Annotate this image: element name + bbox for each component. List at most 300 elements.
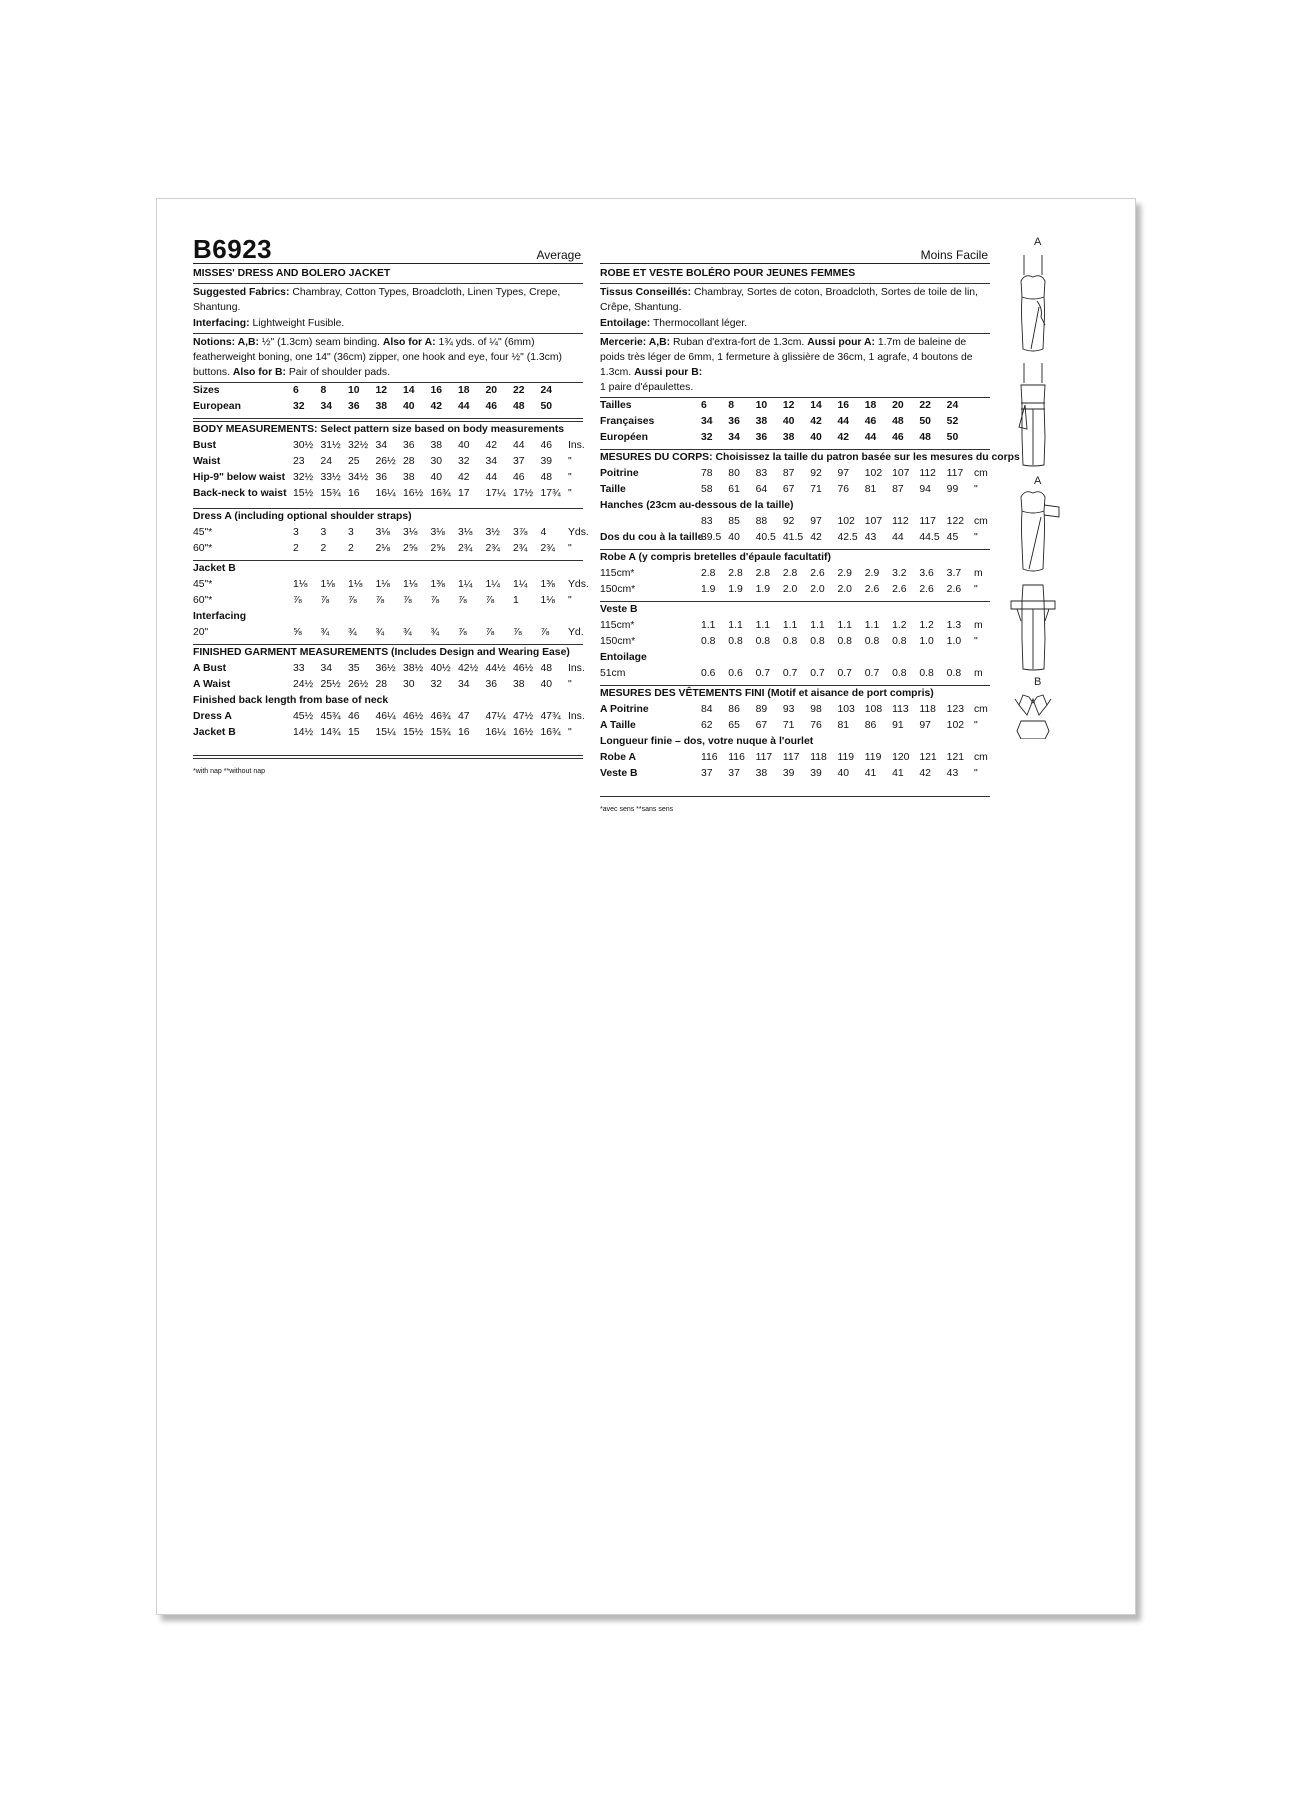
table-cell: 38 [430,440,443,451]
pattern-sheet [156,198,1136,1615]
table-cell: 20 [892,400,904,411]
table-cell: 2.9 [864,568,880,579]
table-cell: 119 [864,752,882,763]
garment-sketches [1007,199,1127,739]
table-cell: 1.1 [728,620,743,631]
table-cell: 46¾ [430,711,451,722]
table-cell: 16½ [513,727,534,738]
table-cell: 22 [513,385,525,396]
table-cell: 2⅝ [403,543,418,554]
table-cell: ⅞ [403,595,412,606]
row-label: Robe A [600,752,636,763]
table-cell: 15¾ [430,727,451,738]
table-cell: 117 [782,752,800,763]
fabrics-line-fr [600,285,990,315]
table-cell: 37 [701,768,713,779]
row-label: European [193,401,241,412]
interfacing-yardage-table-fr [600,666,990,682]
table-row [600,618,990,634]
table-cell: 87 [782,468,795,479]
table-cell: ⅞ [320,595,330,606]
fabrics-line [193,285,583,315]
table-cell: 47¾ [540,711,561,722]
table-cell: ⅞ [458,627,467,638]
table-cell: 14½ [293,727,314,738]
table-row [600,634,990,650]
table-cell: 0.8 [946,668,962,679]
table-cell: 42 [919,768,931,779]
notions-also-b: Also for B: [232,367,286,378]
table-cell: 38 [755,768,768,779]
table-row [600,430,990,446]
interfacing-text: Lightweight Fusible. [252,318,345,329]
unit-label: " [973,484,978,495]
dress-a-front-sketch [1021,255,1045,351]
table-cell: 2 [293,543,299,554]
table-row [193,625,583,641]
row-label: A Taille [600,720,636,731]
table-cell: ¾ [375,627,385,638]
table-cell: ⅞ [540,627,550,638]
table-cell: 46¼ [375,711,396,722]
table-cell: 31½ [320,440,341,451]
table-cell: 44 [513,440,525,451]
table-row [193,593,583,609]
table-cell: 81 [837,720,850,731]
jacket-b-heading-fr: Veste B [600,604,638,615]
table-cell: 71 [782,720,795,731]
pattern-code: B6923 [193,234,273,264]
table-row [600,750,990,766]
table-cell: 34 [458,679,470,690]
table-cell: 1⅛ [403,579,418,590]
table-cell: 88 [755,516,768,527]
table-cell: 81 [864,484,877,495]
table-cell: 98 [810,704,822,715]
unit-label: Yd. [568,627,584,638]
table-cell: 28 [375,679,388,690]
table-cell: 117 [919,516,936,527]
divider [193,755,583,756]
table-row [193,709,583,725]
table-cell: 32 [430,679,443,690]
row-label: Tailles [600,400,632,411]
finished-length-heading-fr: Longueur finie – dos, votre nuque à l'ourlet [600,736,814,747]
table-cell: 25½ [320,679,341,690]
table-cell: 24½ [293,679,314,690]
table-cell: 102 [864,468,883,479]
table-cell: 1¼ [485,579,500,590]
table-cell: 1.0 [946,636,962,647]
jacket-b-yardage-table-fr [600,618,990,650]
table-cell: 3.6 [919,568,934,579]
table-cell: 94 [919,484,931,495]
table-cell: 15¾ [320,488,341,499]
table-cell: 18 [458,385,470,396]
unit-label: " [568,595,572,606]
figure-label-a-secondary: A [1034,475,1042,487]
table-row [600,466,990,482]
table-cell: 6 [701,400,707,411]
table-cell: ¾ [320,627,330,638]
table-cell: 38 [375,401,388,412]
notions-also-a-fr: Aussi pour A: [807,337,875,348]
difficulty-level: Average [536,248,581,262]
table-row [600,702,990,718]
notions-text-a: 1¾ yds. of ¼" (6mm) featherweight boning, one 14" (36cm) zipper, one hook and eye, four ½" (1.3cm) buttons. [193,337,562,378]
table-cell: 23 [293,456,305,467]
table-cell: 87 [892,484,904,495]
table-cell: 102 [837,516,855,527]
table-cell: 36½ [375,663,396,674]
table-cell: 38 [513,679,525,690]
table-cell: 1⅛ [320,579,335,590]
table-cell: 91 [892,720,904,731]
fabrics-label-fr: Tissus Conseillés: [600,287,692,298]
table-row [193,383,583,399]
table-cell: 46 [864,416,877,427]
table-cell: 3.2 [892,568,907,579]
sizes-table-fr [600,398,990,446]
table-cell: 1⅛ [540,595,555,606]
table-cell: 32½ [293,472,314,483]
table-cell: ⅞ [293,595,302,606]
finished-measurements-heading: FINISHED GARMENT MEASUREMENTS (Includes Design and Wearing Ease) [193,647,570,658]
table-cell: 117 [755,752,773,763]
table-cell: 1.2 [919,620,934,631]
dress-a-yardage-table [193,525,589,557]
notions-text: ½" (1.3cm) seam binding. [261,337,380,348]
table-cell: 0.7 [782,668,798,679]
table-cell: 41 [892,768,904,779]
table-cell: 62 [701,720,713,731]
table-cell: 48 [540,472,553,483]
table-cell: 46 [348,711,360,722]
table-cell: 1⅛ [375,579,390,590]
pattern-title-fr: ROBE ET VESTE BOLÉRO POUR JEUNES FEMMES [600,268,856,279]
table-cell: ⅞ [513,627,522,638]
table-cell: 17¾ [540,488,561,499]
table-cell: 1.1 [864,620,880,631]
row-label: Waist [193,456,221,467]
table-cell: ⅞ [430,595,440,606]
table-cell: 12 [375,385,388,396]
table-cell: 43 [946,768,959,779]
dress-a-heading: Dress A (including optional shoulder straps) [193,511,412,522]
sizes-table [193,383,583,415]
table-cell: 16¾ [540,727,561,738]
table-cell: 92 [810,468,822,479]
table-cell: 6 [293,385,299,396]
table-cell: 14 [403,385,415,396]
table-cell: 3⅛ [458,527,473,538]
table-cell: ⅝ [293,627,302,638]
notions-text-fr: Ruban d'extra-fort de 1.3cm. [672,337,805,348]
table-cell: 39 [782,768,795,779]
difficulty-level-fr: Moins Facile [920,248,988,262]
row-label: Dos du cou à la taille [600,532,704,543]
table-cell: 14¾ [320,727,341,738]
table-cell: 46½ [403,711,424,722]
table-cell: 33 [293,663,305,674]
table-cell: 20 [485,385,498,396]
row-label: Françaises [600,416,655,427]
unit-label: " [568,472,572,483]
table-cell: 2.8 [701,568,716,579]
table-cell: 1.9 [728,584,743,595]
table-cell: 34 [375,440,388,451]
table-cell: 44 [892,532,904,543]
table-cell: 52 [946,416,959,427]
divider [600,333,990,334]
table-row [193,454,583,470]
finished-measurements-table-fr [600,702,990,734]
table-cell: 44 [458,401,470,412]
table-cell: 38 [782,432,795,443]
table-cell: 2.0 [810,584,825,595]
table-cell: 2.6 [810,568,825,579]
table-cell: 41 [864,768,877,779]
table-cell: 16¼ [375,488,396,499]
row-label: 60"* [193,595,213,606]
table-cell: 1.1 [701,620,716,631]
table-cell: 40 [540,679,553,690]
table-cell: 28 [403,456,415,467]
table-cell: 99 [946,484,959,495]
table-cell: 108 [864,704,883,715]
table-cell: 0.8 [728,636,743,647]
table-row [600,414,990,430]
table-row [193,486,583,502]
notions-text-b-fr: 1 paire d'épaulettes. [600,382,694,393]
table-cell: 2.6 [919,584,934,595]
interfacing-line-fr [600,316,990,331]
interfacing-heading: Interfacing [193,611,247,622]
table-cell: 1⅜ [540,579,555,590]
row-label: Poitrine [600,468,639,479]
table-row [600,398,990,414]
unit-label: cm [973,468,988,479]
interfacing-label: Interfacing: [193,318,250,329]
body-measurements-table [193,438,583,502]
table-cell: 1.1 [810,620,825,631]
table-cell: 38½ [403,663,424,674]
table-cell: 122 [946,516,965,527]
table-cell: 16½ [403,488,424,499]
body-measurements-heading: BODY MEASUREMENTS: Select pattern size based on body measurements [193,424,565,435]
notions-paragraph [193,335,583,380]
table-cell: 97 [810,516,822,527]
unit-label: " [973,584,978,595]
table-cell: 37 [728,768,740,779]
table-cell: 36 [728,416,740,427]
table-cell: 39 [810,768,822,779]
table-cell: 3 [320,527,327,538]
table-row [600,718,990,734]
table-cell: ¾ [403,627,412,638]
table-cell: 39.5 [701,532,722,543]
table-cell: 16 [837,400,850,411]
table-cell: 46½ [513,663,534,674]
table-cell: 46 [892,432,904,443]
table-cell: 40 [728,532,740,543]
table-cell: 2.6 [946,584,962,595]
table-cell: 0.7 [837,668,852,679]
table-cell: 117 [946,468,964,479]
table-cell: 14 [810,400,822,411]
dress-a-strapless-back-sketch [1011,585,1055,670]
table-cell: 2 [320,543,327,554]
row-label: Bust [193,440,217,451]
table-cell: 8 [320,385,327,396]
table-cell: 42 [430,401,443,412]
table-row [600,566,990,582]
table-cell: 36 [375,472,388,483]
divider [193,333,583,334]
table-cell: 36 [755,432,768,443]
table-cell: 0.7 [864,668,880,679]
jacket-b-yardage-table [193,577,589,609]
table-cell: 3⅛ [430,527,445,538]
jacket-b-heading: Jacket B [193,563,236,574]
table-cell: 1.1 [782,620,798,631]
table-cell: 0.7 [755,668,771,679]
table-cell: 83 [701,516,713,527]
table-cell: 4 [540,527,547,538]
unit-label: " [973,636,978,647]
table-cell: 121 [919,752,937,763]
table-cell: 16 [458,727,470,738]
table-row [193,470,583,486]
table-cell: 0.6 [728,668,743,679]
dress-a-strapless-sketch [1021,492,1059,571]
table-cell: 118 [919,704,936,715]
table-cell: 1.9 [755,584,771,595]
interfacing-text-fr: Thermocollant léger. [652,318,748,329]
table-cell: 17 [458,488,470,499]
table-cell: 0.8 [810,636,825,647]
table-cell: ⅞ [375,595,385,606]
table-cell: ¾ [348,627,357,638]
table-cell: 17¼ [485,488,506,499]
body-measurements-heading-fr: MESURES DU CORPS: Choisissez la taille du patron basée sur les mesures du corps [600,452,1020,463]
fabrics-text-fr: Chambray, Sortes de coton, Broadcloth, Sortes de toile de lin, Crêpe, Shantung. [600,287,978,313]
table-row [193,541,583,557]
table-cell: 3⅞ [513,527,528,538]
table-cell: 3 [348,527,354,538]
table-cell: 1.1 [755,620,771,631]
unit-label: Yds. [568,527,589,538]
body-measurements-table-fr [600,466,990,498]
table-cell: 0.8 [837,636,852,647]
table-cell: 107 [864,516,883,527]
table-cell: 42.5 [837,532,858,543]
unit-label: m [973,620,983,631]
table-cell: 97 [837,468,850,479]
table-cell: 65 [728,720,740,731]
table-cell: 2¾ [513,543,528,554]
table-cell: 121 [946,752,965,763]
table-cell: 50 [540,401,553,412]
table-cell: 113 [892,704,909,715]
table-cell: 44.5 [919,532,940,543]
row-label: 60"* [193,543,213,554]
row-label: Jacket B [193,727,236,738]
table-row [600,514,990,530]
french-column [600,235,1020,817]
unit-label: cm [973,516,988,527]
table-cell: 1.1 [837,620,852,631]
header [193,235,583,264]
unit-label: Ins. [568,711,585,722]
table-cell: 32 [458,456,470,467]
table-cell: 0.8 [755,636,771,647]
table-cell: 45 [946,532,959,543]
table-cell: ⅞ [348,595,357,606]
table-cell: 3 [293,527,299,538]
table-cell: 37 [513,456,525,467]
table-cell: 26½ [375,456,396,467]
table-cell: 48 [919,432,931,443]
table-cell: 103 [837,704,855,715]
figure-label-a: A [1034,236,1042,248]
table-cell: 64 [755,484,768,495]
table-cell: 107 [892,468,910,479]
table-cell: 22 [919,400,931,411]
table-cell: 40 [458,440,470,451]
table-row [193,438,583,454]
table-cell: 48 [892,416,904,427]
table-cell: 3.7 [946,568,962,579]
table-cell: 0.7 [810,668,825,679]
divider [193,283,583,284]
table-cell: 42 [810,416,822,427]
unit-label: m [973,568,983,579]
fabrics-text: Chambray, Cotton Types, Broadcloth, Linen Types, Crepe, Shantung. [193,287,561,313]
table-cell: 35 [348,663,360,674]
table-cell: 48 [540,663,553,674]
unit-label: cm [973,752,988,763]
row-label: 45"* [193,527,213,538]
table-cell: 34 [320,663,333,674]
table-cell: 40 [403,401,415,412]
table-cell: ¾ [430,627,440,638]
table-cell: 47 [458,711,470,722]
table-cell: ⅞ [485,627,495,638]
notions-paragraph-fr [600,335,990,395]
table-cell: 102 [946,720,965,731]
table-cell: 1.0 [919,636,934,647]
table-cell: 40 [810,432,822,443]
table-cell: 2¾ [485,543,500,554]
table-cell: 24 [540,385,553,396]
table-cell: 43 [864,532,877,543]
table-cell: 1¼ [513,579,528,590]
table-cell: 1⅛ [348,579,363,590]
table-cell: 47¼ [485,711,506,722]
table-cell: 16¼ [485,727,506,738]
table-cell: 18 [864,400,877,411]
table-cell: 118 [810,752,827,763]
divider [193,758,583,759]
table-cell: 0.6 [701,668,716,679]
unit-label: " [568,727,572,738]
table-cell: ⅞ [485,595,495,606]
table-cell: 40 [837,768,850,779]
table-cell: 83 [755,468,768,479]
notions-also-a: Also for A: [382,337,436,348]
notions-text-a-fr: 1.7m de baleine de poids très léger de 6mm, 1 fermeture à glissière de 36cm, 1 agrafe, 4 boutons de 1.3cm. [600,337,973,378]
